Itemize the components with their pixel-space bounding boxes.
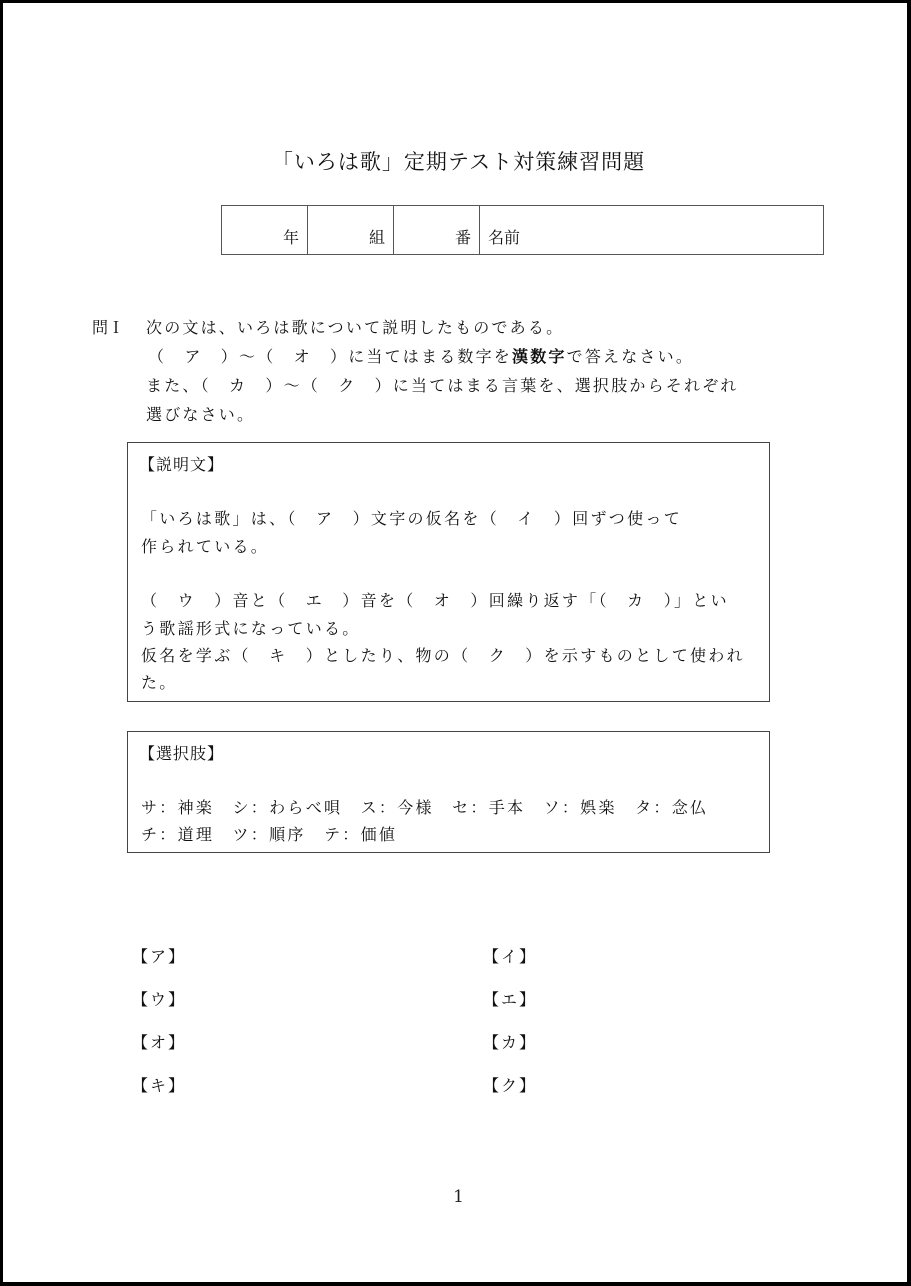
answer-slot-ku[interactable]: 【ク】 (483, 1076, 538, 1095)
year-field[interactable] (222, 206, 308, 254)
name-field[interactable] (480, 206, 823, 254)
question-line-part: で答えなさい。 (566, 347, 695, 366)
explanation-line: 仮名を学ぶ（ キ ）としたり、物の（ ク ）を示すものとして使われ (141, 646, 745, 665)
explanation-line: 「いろは歌」は、（ ア ）文字の仮名を（ イ ）回ずつ使って (141, 509, 683, 528)
choices-line: サ：神楽 シ：わらべ唄 ス：今様 セ：手本 ソ：娯楽 タ：念仏 (141, 798, 709, 817)
question-line: また、（ カ ）～（ ク ）に当てはまる言葉を、選択肢からそれぞれ (146, 376, 739, 395)
choices-box (127, 731, 770, 853)
choices-heading: 【選択肢】 (139, 744, 225, 763)
explanation-line: う歌謡形式になっている。 (141, 619, 361, 638)
question-line (148, 344, 694, 367)
question-line-part: （ ア ）～（ オ ）に当てはまる数字を (148, 347, 513, 366)
student-info-table (221, 205, 824, 255)
answer-slot-o[interactable]: 【オ】 (132, 1033, 187, 1052)
answer-slot-u[interactable]: 【ウ】 (132, 990, 187, 1009)
question-line: 選びなさい。 (146, 405, 256, 424)
explanation-line: た。 (141, 673, 178, 692)
class-field[interactable] (308, 206, 394, 254)
bold-emphasis: 漢数字 (512, 347, 567, 366)
answer-slot-e[interactable]: 【エ】 (483, 990, 538, 1009)
choices-line: チ：道理 ツ：順序 テ：価値 (141, 825, 398, 844)
page-number: 1 (453, 1187, 464, 1207)
answer-slot-a[interactable]: 【ア】 (132, 947, 187, 966)
explanation-heading: 【説明文】 (139, 455, 225, 474)
number-field[interactable] (394, 206, 480, 254)
explanation-box (127, 442, 770, 702)
answer-slot-ka[interactable]: 【カ】 (483, 1033, 538, 1052)
class-label: 組 (368, 228, 385, 247)
explanation-line: 作られている。 (141, 537, 270, 556)
answer-slot-ki[interactable]: 【キ】 (132, 1076, 187, 1095)
name-label: 名前 (488, 228, 521, 247)
year-label: 年 (282, 228, 299, 247)
answer-slot-i[interactable]: 【イ】 (483, 947, 538, 966)
question-line: 次の文は、いろは歌について説明したものである。 (146, 318, 565, 337)
explanation-line: （ ウ ）音と（ エ ）音を（ オ ）回繰り返す「（ カ ）」とい (141, 591, 729, 610)
page-title: 「いろは歌」定期テスト対策練習問題 (271, 150, 646, 174)
question-label: 問Ｉ (92, 318, 125, 337)
number-label: 番 (454, 228, 471, 247)
